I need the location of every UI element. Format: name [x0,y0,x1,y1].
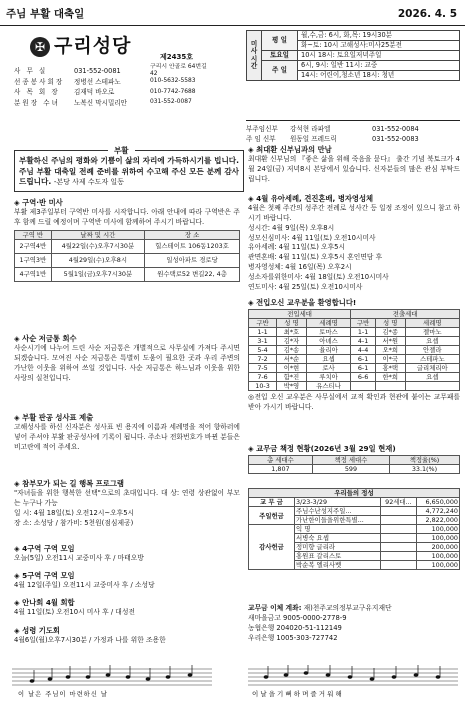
table-cell: 서*순 [277,355,307,364]
section-text: 오늘(5일) 오전11시 교중미사 후 / 마태오방 [14,554,144,563]
music-staff-right [248,665,458,699]
section-text: 4월6일(월)오후7시30분 / 가정과 나를 위한 조용한 [14,636,166,645]
table-header: 세례명 [306,319,350,328]
section-text: 고해성사를 하신 신자분은 성사표 빈 용지에 이름과 세례명을 적어 향하러에 넣어 주셔야 부활 판공성사에 기록이 됩니다. 주소나 전화번호가 바뀐 분들은 비고란에 적어 주세요. [14,423,240,451]
table-cell: 1구역3반 [15,253,52,267]
table-cell: 7-2 [249,355,277,364]
table-cell: 유스티나 [306,382,350,391]
contact-row [14,77,244,88]
offering-count [380,507,416,516]
table-header: 구반 [249,319,277,328]
contact-label: 선종봉사회장 [14,77,65,86]
mass-time: 14시: 어린이,청소년 18시: 청년 [298,71,460,81]
section-dues-status [248,444,460,474]
table-cell: 2구역4반 [15,239,52,253]
contact-row [14,98,244,109]
section-heading: ◈ 5구역 구역 모임 [14,571,75,580]
offering-count [380,552,416,561]
table-row [249,525,460,534]
section-heading: ◈ 구역·반 미사 [14,198,63,207]
table-row [249,337,460,346]
table-row [249,355,460,364]
mass-time: 화~토: 10시 고해성사:미사25분전 [298,41,460,51]
mass-row [247,61,460,71]
staff-role: 부주임신부 [246,124,278,133]
table-cell: 33.1(%) [389,465,459,474]
divider [246,120,460,121]
section-cell5-meeting [14,571,240,591]
section-heading: ◈ 4월 유아세례, 견진혼배, 병자영성체 [248,194,374,203]
section-heading: ◈ 최대환 신부님과의 만남 [248,145,332,154]
offering-item: 3/23-3/29 [295,498,381,507]
table-row [15,253,240,267]
table-cell: 10-3 [249,382,277,391]
table-header: 책정 세대수 [312,456,389,465]
table-cell: 3-1 [249,337,277,346]
section-heading: ◈ 성령 기도회 [14,626,60,635]
table-cell: 김*자 [277,337,307,346]
offering-amount: 6,650,000 [416,498,459,507]
greeting-title: 부활 [108,146,135,155]
table-header: 책정율(%) [389,456,459,465]
account-owner: 재)천주교의정부교구유지재단 [303,604,392,612]
table-cell: 4월22일(수)오후7시30분 [51,239,144,253]
table-cell: 7-6 [249,373,277,382]
cell-mass-table [14,230,240,282]
section-text: 4월 11일(토) 오전10시 미사 후 / 대성전 [14,608,135,617]
table-cell: 4구역1반 [15,267,52,281]
table-cell: 스테파노 [405,355,459,364]
offering-amount: 100,000 [416,534,459,543]
mass-side-label: 미 사 시 간 [247,31,262,81]
offering-count: 92세대... [380,498,416,507]
section-anna-meeting [14,598,240,618]
staff-role: 주 임 신부 [246,134,276,143]
contact-detail: 구리시 안골로 64번길42 [150,63,207,78]
greeting-text: 부활하신 주님의 평화와 기쁨이 삶의 자리에 가득하시기를 빕니다. 주님 부활 대축일 전례 준비를 위하여 수고해 주신 모든 분께 감사드립니다. [19,156,239,187]
table-cell: 이*국 [375,355,405,364]
staff-row [246,134,460,144]
table-cell: 1-1 [249,328,277,337]
contact-list [14,63,244,108]
table-cell: 오*희 [375,346,405,355]
issue-number: 제2435호 [160,53,194,61]
table-cell: 1-1 [351,328,376,337]
table-cell: 김*종 [375,328,405,337]
table-row [249,373,460,382]
offering-amount: 100,000 [416,525,459,534]
staff-row [246,124,460,134]
table-cell: 로사 [306,364,350,373]
offering-amount: 100,000 [416,552,459,561]
account-heading: 교무금 이체 계좌: [248,604,302,612]
offering-amount: 4,772,240 [416,507,459,516]
table-cell: 4-4 [351,346,376,355]
mass-time: 6시, 9시: 일반 11시: 교중 [298,61,460,71]
contact-row [14,87,244,98]
section-text: "자녀들을 위한 행복한 선택"으로의 초대입니다. 대 상: 연령 상관없이 부모는 누구나 가능 일 시: 4월 18일(토) 오전12시~오후5시 장 소: 소성당 / 참가비: 5천원(점심제공) [14,489,240,527]
table-cell: 요셉 [405,373,459,382]
offering-count [380,525,416,534]
table-row [249,498,460,507]
section-heading: ◈ 사순 저금통 회수 [14,334,77,343]
table-cell [375,382,405,391]
table-row [249,382,460,391]
table-cell: 5월1일(금)오후7시30분 [51,267,144,281]
offering-title: 우리들의 정성 [249,489,460,498]
table-cell: 글리체리아 [405,364,459,373]
table-cell: 1,807 [249,465,313,474]
table-header: 총 세대수 [249,456,313,465]
mass-schedule [246,30,460,81]
offering-item: 가난한이들을위한특별... [295,516,381,525]
table-cell: 한*희 [375,373,405,382]
table-header-row [15,230,240,239]
table-row [15,239,240,253]
table-cell: 5-4 [249,346,277,355]
mass-day: 평 일 [262,31,298,51]
table-header: 세례명 [405,319,459,328]
section-cell-mass [14,198,240,282]
table-cell: 이*현 [277,364,307,373]
table-row [249,465,460,474]
page-header [0,0,465,26]
offering-table [248,488,460,570]
section-prayer-meeting [14,626,240,646]
table-header-row [249,319,460,328]
table-cell: 서*원 [375,337,405,346]
table-subheader: 전입세대 [249,310,351,319]
offering-category: 교 무 금 [249,498,295,507]
table-header: 구역 반 [15,230,52,239]
offering-item: 익 명 [295,525,381,534]
section-text: 최대환 신부님의 『좋은 삶을 위해 죽음을 묻다』 출간 기념 북토크가 4월 24일(금) 저녁8시 본당에서 있습니다. 신자분들의 많은 관심 부탁드립니다. [248,155,460,183]
table-cell: 젤마노 [405,328,459,337]
table-cell: 아녜스 [306,337,350,346]
table-cell: 4월29일(수)오후8시 [51,253,144,267]
table-cell: 최*호 [277,328,307,337]
table-cell: 6-1 [351,364,376,373]
offering-count [380,561,416,570]
table-cell: 일성아파트 경로당 [145,253,240,267]
table-cell: 율리아 [306,346,350,355]
contact-label: 분원장 수녀 [14,98,60,107]
table-header-row [249,456,460,465]
section-heading: ◈ 부활 판공 성사표 제출 [14,413,94,422]
section-text: ◎전입 오신 교우분은 사무실에서 교적 확인과 현관에 붙이는 교무패를 받아 가시기 바랍니다. [248,393,460,411]
lyrics-right: 이 날 을 기 뻐 하 며 즐 거 워 해 [252,690,342,698]
section-heading: ◈ 전입오신 교우분을 환영합니다! [248,298,357,307]
contact-value: 031-552-0081 [74,67,121,76]
offering-item: 정미향 글리라 [295,543,381,552]
mass-row [247,51,460,61]
contact-value: 김재덕 바오로 [74,88,115,97]
table-header: 구반 [351,319,376,328]
section-text: 사순시기에 나누어 드린 사순 저금통은 개별적으로 사무실에 가져다 주시면 되겠습니다. 모여진 사순 저금통은 특별히 도움이 필요한 곳과 우리 주변의 가난한 이웃을 위하여 쓰일 것입니다. 사순 저금통은 하느님과 이웃을 위한 사랑의 실천입니다. [14,344,240,382]
contact-detail: 010-7742-7688 [150,88,196,95]
section-lent-box [14,334,240,383]
table-cell: 599 [312,465,389,474]
table-row [249,346,460,355]
contact-value: 노복신 막시밀리안 [74,98,128,107]
offering-amount: 100,000 [416,561,459,570]
greeting-signature: -본당 사제 수도자 일동 [53,178,124,187]
table-cell: 김*송 [277,346,307,355]
offering-category: 감사헌금 [249,525,295,570]
offering-category: 주일헌금 [249,507,295,525]
table-header-row [249,310,460,319]
offering-amount: 2,822,000 [416,516,459,525]
table-subheader: 전출세대 [351,310,460,319]
table-cell: 6-1 [351,355,376,364]
table-cell: 토마스 [306,328,350,337]
table-row [249,328,460,337]
section-heading: ◈ 교무금 책정 현황(2026년 3월 29일 현재) [248,444,396,453]
dues-table [248,455,460,474]
easter-greeting [14,150,244,192]
table-header: 장 소 [145,230,240,239]
issue-date: 2026. 4. 5 [397,8,457,20]
section-book-talk [248,145,460,185]
table-cell [351,382,376,391]
section-cell4-meeting [14,544,240,564]
contact-row [14,63,244,78]
table-cell: 요셉 [306,355,350,364]
table-cell: 루치아 [306,373,350,382]
staff-phone: 031-552-0083 [372,134,419,143]
staff-list [246,124,460,144]
contact-label: 사 무 실 [14,67,48,76]
offering-item: 주님수난성지주일... [295,507,381,516]
staff-name: 원동일 프레드릭 [290,134,337,143]
offering-count [380,516,416,525]
section-text: 부활 제3주일부터 구역반 미사를 시작합니다. 아래 안내에 따라 구역반은 주후 함께 드릴 예정이며 구역반 미사에 함께하여 주시기 바랍니다. [14,208,240,226]
cross-circle-icon: ✠ [30,37,50,57]
lyrics-left: 이 날은 주님이 마련하신 날 [18,691,108,698]
account-line: 새마을금고 9005-0000-2778-9 [248,613,347,622]
table-cell: 4-1 [351,337,376,346]
mass-day: 토요일 [262,51,298,61]
table-header: 성 명 [277,319,307,328]
offering-item: 박순복 엘리사벳 [295,561,381,570]
offering-item: 홍원표 갈리스토 [295,552,381,561]
table-title-row [249,489,460,498]
offering-count [380,534,416,543]
section-confession [14,413,240,453]
offering-item: 서병숙 요셉 [295,534,381,543]
table-header: 날짜 및 시간 [51,230,144,239]
contact-detail: 010-5632-5583 [150,78,196,85]
table-cell: 7-5 [249,364,277,373]
table-cell: 힐스테이트 106동1203호 [145,239,240,253]
contact-label: 사 목 회 장 [14,88,60,97]
table-cell [405,382,459,391]
table-cell: 안젤라 [405,346,459,355]
staff-phone: 031-552-0084 [372,124,419,133]
section-parent-program [14,479,240,528]
contact-value: 정병선 스테파노 [74,77,121,86]
table-row [249,364,460,373]
offering-amount: 200,000 [416,543,459,552]
staff-name: 강석현 라파엘 [290,124,331,133]
section-offerings [248,486,460,570]
mass-time: 10시 18시: 토요일저녁주일 [298,51,460,61]
table-row [249,507,460,516]
table-row [15,267,240,281]
section-heading: ◈ 안나회 4월 회합 [14,598,75,607]
section-text: 4월 12일(주일) 오전11시 교중미사 후 / 소성당 [14,581,155,590]
section-text: 4월은 첫째 주간의 성주간 전례로 성사간 등 일정 조정이 있으니 참고 하시기 바랍니다. 성시간: 4월 9일(목) 오후8시 성모신심미사: 4월 11일(토) 오전10시미사 유아세례: 4월 11일(토) 오후5시 관면혼배: 4월 11일(토) 오후5시 혼인면담 후 병자영성체: 4월 16일(목) 오후2시 성소자를위한미사: 4월 18일(토) 오전10시미사 연도미사: 4월 25일(토) 오전10시미사 [248,204,460,291]
table-cell: 함*진 [277,373,307,382]
section-heading: ◈ 4구역 구역 모임 [14,544,75,553]
section-sacraments [248,194,460,293]
parish-name: 구리성당 [54,35,132,58]
music-staff-left [12,665,212,699]
section-bank-accounts [248,604,460,643]
section-newcomers [248,298,460,413]
mass-row [247,31,460,41]
account-line: 농협은행 204020-51-112149 [248,623,342,632]
table-cell: 6-6 [351,373,376,382]
offering-count [380,543,416,552]
table-cell: 요셉 [405,337,459,346]
newcomer-table [248,309,460,391]
table-cell: 홍*택 [375,364,405,373]
table-header: 성 명 [375,319,405,328]
section-heading: ◈ 참부모가 되는 길 행복 프로그램 [14,479,124,488]
table-cell: 박*영 [277,382,307,391]
table-cell: 원수택로52 변길22, 4층 [145,267,240,281]
mass-day: 주 일 [262,61,298,81]
account-line: 우리은행 1005-303-727742 [248,633,338,642]
contact-detail: 031-552-0087 [150,99,192,106]
mass-time: 월,수,금: 6시, 화,목: 19시30분 [298,31,460,41]
page-title: 주님 부활 대축일 [6,8,85,20]
